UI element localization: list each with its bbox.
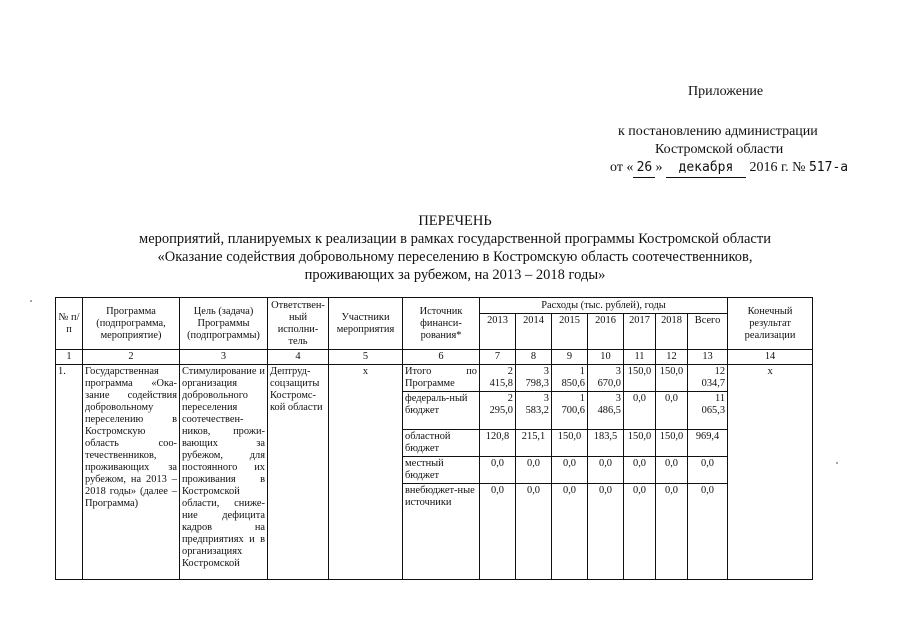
value-cell: 969,4 [688,430,728,457]
value-cell: 11 065,3 [688,392,728,430]
col-executor: Ответствен-ный исполни-тель [268,298,329,350]
col-number: 5 [329,350,403,365]
value-cell: 2 415,8 [480,365,516,392]
value-cell: 120,8 [480,430,516,457]
value-cell: 150,0 [624,430,656,457]
col-source: Источник финанси-рования* [403,298,480,350]
col-result: Конечный результат реализации [728,298,813,350]
date-day: 26 [633,158,655,178]
value-cell: 0,0 [516,484,552,580]
col-number: 10 [588,350,624,365]
col-number: 12 [656,350,688,365]
col-no: № п/п [56,298,83,350]
column-numbers-row [56,350,813,365]
value-cell: 0,0 [624,484,656,580]
col-goal: Цель (задача) Программы (подпрограммы) [180,298,268,350]
value-cell: 0,0 [588,484,624,580]
value-cell: 0,0 [624,457,656,484]
value-cell: 0,0 [480,484,516,580]
value-cell: 3 670,0 [588,365,624,392]
value-cell: 0,0 [688,484,728,580]
col-year: 2017 [624,314,656,350]
col-year: 2013 [480,314,516,350]
col-program: Программа (подпрограмма, мероприятие) [83,298,180,350]
value-cell: 150,0 [552,430,588,457]
title-line-4: проживающих за рубежом, на 2013 – 2018 годы» [304,267,606,283]
col-year: 2014 [516,314,552,350]
value-cell: 215,1 [516,430,552,457]
col-number: 6 [403,350,480,365]
col-number: 1 [56,350,83,365]
col-expenses: Расходы (тыс. рублей), годы [480,298,728,314]
value-cell: 150,0 [656,365,688,392]
col-number: 7 [480,350,516,365]
value-cell: 0,0 [656,392,688,430]
col-year: 2016 [588,314,624,350]
title-line-2: мероприятий, планируемых к реализации в рамках государственной программы Костромской области [139,231,771,247]
source-name: областной бюджет [403,430,480,457]
table-row [56,365,813,392]
row-executor: Дептруд-соцзащиты Костромс-кой области [268,365,329,580]
row-number: 1. [56,365,83,580]
header-row-1 [56,298,813,314]
value-cell: 150,0 [624,365,656,392]
value-cell: 12 034,7 [688,365,728,392]
value-cell: 183,5 [588,430,624,457]
value-cell: 0,0 [688,457,728,484]
scan-speck [836,462,838,464]
col-number: 13 [688,350,728,365]
source-name: внебюджет-ные источники [403,484,480,580]
col-year: 2015 [552,314,588,350]
document-title: ПЕРЕЧЕНЬ [418,213,492,229]
col-participants: Участники мероприятия [329,298,403,350]
value-cell: 1 700,6 [552,392,588,430]
value-cell: 0,0 [656,457,688,484]
value-cell: 0,0 [552,484,588,580]
value-cell: 2 295,0 [480,392,516,430]
col-number: 8 [516,350,552,365]
value-cell: 0,0 [480,457,516,484]
title-line-3: «Оказание содействия добровольному переселению в Костромскую область соотечественников, [157,249,753,265]
row-program: Государственная программа «Ока-зание содействия добровольному переселению в Костромскую область соо-течественников, проживающих за рубежом, на 2013 – 2018 годы» (далее – Программа) [83,365,180,580]
col-number: 9 [552,350,588,365]
measures-table [55,297,813,580]
col-year: 2018 [656,314,688,350]
date-prefix: от « [610,160,634,175]
row-participants: х [329,365,403,580]
scan-speck [30,300,32,302]
col-total: Всего [688,314,728,350]
col-number: 14 [728,350,813,365]
source-name: местный бюджет [403,457,480,484]
date-month: декабря [666,158,746,178]
date-year: 2016 г. № [749,160,806,175]
value-cell: 3 583,2 [516,392,552,430]
col-number: 11 [624,350,656,365]
row-goal: Стимулирование и организация добровольного переселения соотечествен-ников, прожи-вающих за рубежом, для постоянного их проживания в Костромской области, сниже-ние дефицита кадров на предприятиях и в организациях Костромской [180,365,268,580]
value-cell: 0,0 [516,457,552,484]
decree-line-2: Костромской области [655,142,784,157]
value-cell: 3 486,5 [588,392,624,430]
source-name: Итого по Программе [403,365,480,392]
source-name: федераль-ный бюджет [403,392,480,430]
value-cell: 0,0 [656,484,688,580]
value-cell: 0,0 [552,457,588,484]
value-cell: 150,0 [656,430,688,457]
col-number: 4 [268,350,329,365]
col-number: 3 [180,350,268,365]
col-number: 2 [83,350,180,365]
appendix-label: Приложение [688,84,764,99]
date-day-close: » [655,160,663,175]
value-cell: 3 798,3 [516,365,552,392]
decree-date-line [610,158,848,178]
decree-line-1: к постановлению администрации [618,124,818,139]
value-cell: 1 850,6 [552,365,588,392]
decree-number: 517-а [808,160,849,175]
row-result: х [728,365,813,580]
value-cell: 0,0 [624,392,656,430]
value-cell: 0,0 [588,457,624,484]
